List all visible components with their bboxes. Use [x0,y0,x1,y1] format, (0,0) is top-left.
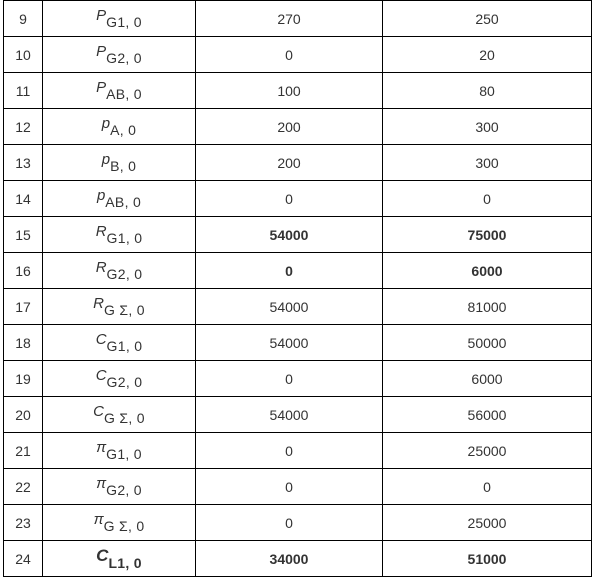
data-table [3,0,592,577]
row-number: 22 [4,469,43,505]
symbol-cell [43,73,196,109]
value-col-2: 0 [383,181,592,217]
value-col-2: 56000 [383,397,592,433]
symbol-subscript: G1, 0 [106,14,142,30]
symbol-main: p [101,115,111,132]
symbol-subscript: G Σ, 0 [103,518,145,534]
row-number: 24 [4,541,43,577]
table-row [4,289,592,325]
symbol-cell [43,289,196,325]
table-row [4,37,592,73]
row-number: 14 [4,181,43,217]
symbol-cell [43,253,196,289]
value-col-2: 300 [383,109,592,145]
symbol-cell [43,397,196,433]
value-col-1: 0 [196,433,383,469]
value-col-2: 51000 [383,541,592,577]
symbol-cell [43,469,196,505]
value-col-1: 0 [196,361,383,397]
value-col-1: 54000 [196,397,383,433]
symbol-cell [43,109,196,145]
table-row [4,1,592,37]
table-row [4,253,592,289]
symbol-cell [43,37,196,73]
symbol-main: P [96,7,107,24]
symbol-main: C [96,545,109,565]
table-row [4,505,592,541]
symbol-cell [43,505,196,541]
symbol-cell [43,145,196,181]
value-col-1: 0 [196,37,383,73]
symbol-subscript: AB, 0 [105,194,142,210]
row-number: 9 [4,1,43,37]
value-col-1: 0 [196,253,383,289]
symbol-subscript: G1, 0 [106,338,143,354]
value-col-2: 80 [383,73,592,109]
value-col-2: 75000 [383,217,592,253]
symbol-main: π [96,475,107,492]
symbol-subscript: A, 0 [110,122,137,138]
symbol-subscript: G2, 0 [106,50,142,66]
symbol-subscript: G2, 0 [106,266,143,282]
symbol-main: p [101,151,111,168]
symbol-main: C [95,367,107,384]
value-col-2: 20 [383,37,592,73]
symbol-cell [43,1,196,37]
symbol-subscript: G1, 0 [106,446,142,462]
table-row [4,541,592,577]
value-col-2: 81000 [383,289,592,325]
table-row [4,73,592,109]
value-col-2: 6000 [383,361,592,397]
value-col-2: 50000 [383,325,592,361]
symbol-cell [43,361,196,397]
symbol-main: R [95,259,107,276]
value-col-2: 300 [383,145,592,181]
symbol-cell [43,181,196,217]
row-number: 13 [4,145,43,181]
row-number: 11 [4,73,43,109]
value-col-1: 270 [196,1,383,37]
table-row [4,433,592,469]
table-row [4,469,592,505]
row-number: 19 [4,361,43,397]
symbol-subscript: G1, 0 [106,230,143,246]
value-col-1: 0 [196,181,383,217]
symbol-cell [43,433,196,469]
table-row [4,145,592,181]
symbol-subscript: G2, 0 [106,374,143,390]
table-row [4,361,592,397]
table-body [4,1,592,577]
symbol-subscript: AB, 0 [106,86,142,102]
row-number: 15 [4,217,43,253]
symbol-main: P [96,43,107,60]
table-row [4,217,592,253]
symbol-subscript: G Σ, 0 [104,410,145,426]
row-number: 17 [4,289,43,325]
value-col-1: 100 [196,73,383,109]
row-number: 18 [4,325,43,361]
symbol-main: P [96,79,107,96]
symbol-cell [43,541,196,577]
value-col-2: 0 [383,469,592,505]
table-row [4,181,592,217]
value-col-1: 54000 [196,289,383,325]
symbol-main: C [93,403,105,420]
value-col-1: 200 [196,109,383,145]
row-number: 23 [4,505,43,541]
value-col-1: 0 [196,469,383,505]
row-number: 16 [4,253,43,289]
table-row [4,325,592,361]
value-col-2: 250 [383,1,592,37]
symbol-cell [43,217,196,253]
symbol-cell [43,325,196,361]
row-number: 21 [4,433,43,469]
table-row [4,397,592,433]
value-col-2: 25000 [383,433,592,469]
symbol-subscript: L1, 0 [108,554,142,571]
symbol-subscript: G Σ, 0 [104,302,145,318]
symbol-main: R [93,295,105,312]
symbol-main: π [93,511,104,528]
row-number: 12 [4,109,43,145]
value-col-2: 25000 [383,505,592,541]
table-row [4,109,592,145]
value-col-1: 54000 [196,325,383,361]
symbol-main: R [95,223,107,240]
value-col-2: 6000 [383,253,592,289]
row-number: 10 [4,37,43,73]
symbol-main: C [95,331,107,348]
symbol-main: p [96,187,106,204]
value-col-1: 34000 [196,541,383,577]
row-number: 20 [4,397,43,433]
value-col-1: 0 [196,505,383,541]
symbol-main: π [96,439,107,456]
symbol-subscript: G2, 0 [106,482,142,498]
value-col-1: 200 [196,145,383,181]
symbol-subscript: B, 0 [110,158,137,174]
value-col-1: 54000 [196,217,383,253]
